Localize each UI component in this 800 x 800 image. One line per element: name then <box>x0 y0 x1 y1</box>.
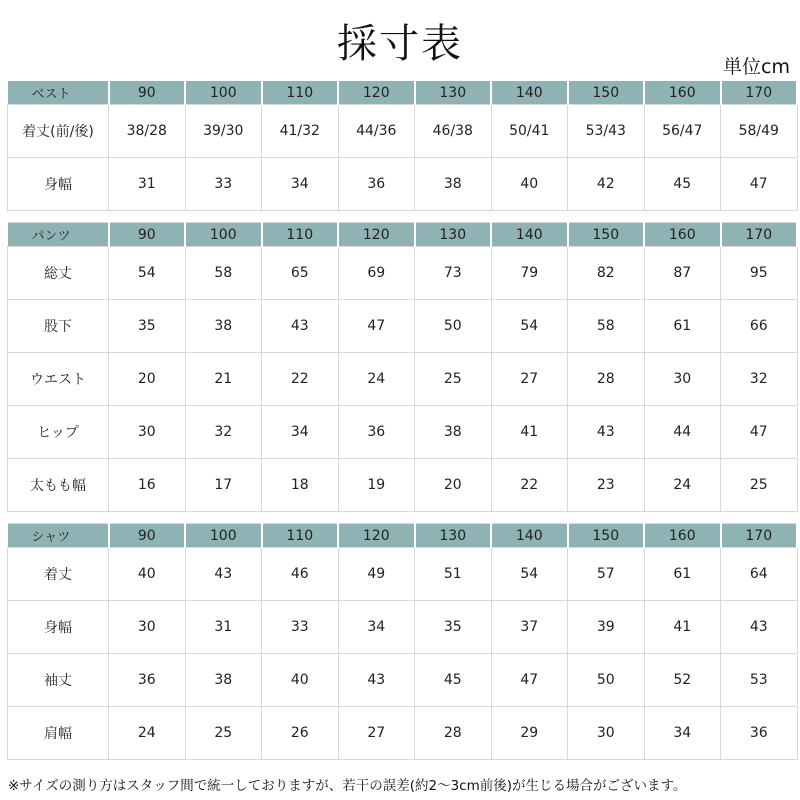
measurement-row <box>8 459 798 512</box>
measurement-value: 33 <box>262 601 339 654</box>
measurement-value: 36 <box>338 406 415 459</box>
measurement-value: 36 <box>109 654 186 707</box>
measurement-value: 20 <box>415 459 492 512</box>
measurement-value: 51 <box>415 548 492 601</box>
measurement-value: 49 <box>338 548 415 601</box>
section-spacer <box>8 211 798 223</box>
measurement-value: 69 <box>338 247 415 300</box>
size-header: 140 <box>491 223 568 247</box>
measurement-label: ウエスト <box>8 353 109 406</box>
measurement-row <box>8 300 798 353</box>
measurement-row <box>8 353 798 406</box>
measurement-value: 34 <box>262 158 339 211</box>
measurement-row <box>8 548 798 601</box>
measurement-value: 46/38 <box>415 105 492 158</box>
measurement-row <box>8 406 798 459</box>
measurement-value: 65 <box>262 247 339 300</box>
measurement-value: 38/28 <box>109 105 186 158</box>
measurement-value: 24 <box>644 459 721 512</box>
measurement-value: 61 <box>644 300 721 353</box>
measurement-label: ヒップ <box>8 406 109 459</box>
measurement-value: 43 <box>185 548 262 601</box>
size-header: 90 <box>109 223 186 247</box>
measurement-value: 54 <box>491 548 568 601</box>
measurement-label: 着丈(前/後) <box>8 105 109 158</box>
measurement-value: 23 <box>568 459 645 512</box>
measurement-value: 73 <box>415 247 492 300</box>
spacer-cell <box>8 211 798 223</box>
measurement-value: 44 <box>644 406 721 459</box>
measurement-value: 36 <box>721 707 798 760</box>
measurement-row <box>8 105 798 158</box>
measurement-value: 39/30 <box>185 105 262 158</box>
measurement-value: 46 <box>262 548 339 601</box>
spacer-cell <box>8 512 798 524</box>
measurement-note: ※サイズの測り方はスタッフ間で統一しておりますが、若干の誤差(約2～3cm前後)が生じる場合がございます。 <box>8 778 687 794</box>
measurement-value: 27 <box>491 353 568 406</box>
measurement-value: 66 <box>721 300 798 353</box>
measurement-label: 身幅 <box>8 158 109 211</box>
size-header: 120 <box>338 81 415 105</box>
size-header: 100 <box>185 223 262 247</box>
measurement-value: 41 <box>644 601 721 654</box>
measurement-value: 27 <box>338 707 415 760</box>
measurement-value: 32 <box>721 353 798 406</box>
measurement-value: 34 <box>644 707 721 760</box>
measurement-value: 42 <box>568 158 645 211</box>
measurement-value: 79 <box>491 247 568 300</box>
measurement-value: 43 <box>338 654 415 707</box>
measurement-value: 35 <box>415 601 492 654</box>
measurement-value: 25 <box>185 707 262 760</box>
measurement-value: 38 <box>415 406 492 459</box>
section-name: ベスト <box>8 81 109 105</box>
measurement-value: 58 <box>568 300 645 353</box>
measurement-label: 袖丈 <box>8 654 109 707</box>
size-header: 170 <box>721 223 798 247</box>
measurement-value: 26 <box>262 707 339 760</box>
size-header: 140 <box>491 81 568 105</box>
measurement-label: 太もも幅 <box>8 459 109 512</box>
measurement-value: 19 <box>338 459 415 512</box>
measurement-value: 47 <box>721 158 798 211</box>
size-header: 120 <box>338 223 415 247</box>
measurement-value: 47 <box>491 654 568 707</box>
measurement-row <box>8 601 798 654</box>
size-header: 100 <box>185 524 262 548</box>
measurement-value: 21 <box>185 353 262 406</box>
measurement-label: 着丈 <box>8 548 109 601</box>
measurement-value: 41/32 <box>262 105 339 158</box>
measurement-value: 31 <box>185 601 262 654</box>
measurement-value: 40 <box>109 548 186 601</box>
measurement-value: 44/36 <box>338 105 415 158</box>
measurement-value: 45 <box>415 654 492 707</box>
size-header: 100 <box>185 81 262 105</box>
measurement-value: 53 <box>721 654 798 707</box>
measurement-value: 87 <box>644 247 721 300</box>
measurement-value: 54 <box>491 300 568 353</box>
measurement-value: 18 <box>262 459 339 512</box>
measurement-value: 22 <box>262 353 339 406</box>
measurement-value: 25 <box>415 353 492 406</box>
measurement-value: 45 <box>644 158 721 211</box>
measurement-value: 57 <box>568 548 645 601</box>
size-header: 110 <box>262 524 339 548</box>
measurement-row <box>8 707 798 760</box>
measurement-row <box>8 654 798 707</box>
section-header-row <box>8 81 798 105</box>
section-header-row <box>8 524 798 548</box>
measurement-value: 61 <box>644 548 721 601</box>
size-header: 160 <box>644 524 721 548</box>
size-header: 140 <box>491 524 568 548</box>
measurement-value: 36 <box>338 158 415 211</box>
measurement-value: 58 <box>185 247 262 300</box>
measurement-value: 24 <box>338 353 415 406</box>
measurement-value: 30 <box>568 707 645 760</box>
size-chart-table <box>7 81 798 760</box>
size-header: 150 <box>568 81 645 105</box>
section-name: シャツ <box>8 524 109 548</box>
measurement-value: 30 <box>109 601 186 654</box>
measurement-value: 31 <box>109 158 186 211</box>
measurement-value: 39 <box>568 601 645 654</box>
measurement-value: 52 <box>644 654 721 707</box>
measurement-value: 43 <box>721 601 798 654</box>
measurement-value: 41 <box>491 406 568 459</box>
unit-label: 単位cm <box>723 56 790 78</box>
size-header: 130 <box>415 81 492 105</box>
size-header: 160 <box>644 223 721 247</box>
size-header: 170 <box>721 81 798 105</box>
measurement-value: 64 <box>721 548 798 601</box>
measurement-value: 47 <box>338 300 415 353</box>
size-header: 90 <box>109 524 186 548</box>
measurement-label: 股下 <box>8 300 109 353</box>
measurement-value: 34 <box>338 601 415 654</box>
measurement-value: 40 <box>491 158 568 211</box>
measurement-value: 40 <box>262 654 339 707</box>
measurement-value: 38 <box>415 158 492 211</box>
size-header: 120 <box>338 524 415 548</box>
measurement-value: 43 <box>262 300 339 353</box>
size-header: 130 <box>415 524 492 548</box>
measurement-value: 37 <box>491 601 568 654</box>
section-header-row <box>8 223 798 247</box>
measurement-value: 82 <box>568 247 645 300</box>
size-header: 110 <box>262 81 339 105</box>
measurement-label: 身幅 <box>8 601 109 654</box>
size-header: 170 <box>721 524 798 548</box>
measurement-value: 28 <box>415 707 492 760</box>
measurement-value: 47 <box>721 406 798 459</box>
measurement-value: 24 <box>109 707 186 760</box>
page-title: 採寸表 <box>337 21 463 67</box>
size-header: 160 <box>644 81 721 105</box>
measurement-value: 17 <box>185 459 262 512</box>
measurement-value: 35 <box>109 300 186 353</box>
measurement-value: 30 <box>109 406 186 459</box>
measurement-value: 50 <box>568 654 645 707</box>
measurement-value: 32 <box>185 406 262 459</box>
section-spacer <box>8 512 798 524</box>
size-header: 90 <box>109 81 186 105</box>
measurement-value: 38 <box>185 300 262 353</box>
measurement-value: 95 <box>721 247 798 300</box>
measurement-value: 38 <box>185 654 262 707</box>
measurement-label: 肩幅 <box>8 707 109 760</box>
size-header: 150 <box>568 524 645 548</box>
measurement-value: 25 <box>721 459 798 512</box>
measurement-value: 34 <box>262 406 339 459</box>
measurement-value: 54 <box>109 247 186 300</box>
measurement-value: 30 <box>644 353 721 406</box>
size-header: 110 <box>262 223 339 247</box>
section-name: パンツ <box>8 223 109 247</box>
measurement-value: 56/47 <box>644 105 721 158</box>
measurement-value: 20 <box>109 353 186 406</box>
measurement-value: 33 <box>185 158 262 211</box>
measurement-value: 50/41 <box>491 105 568 158</box>
size-header: 130 <box>415 223 492 247</box>
measurement-label: 総丈 <box>8 247 109 300</box>
measurement-row <box>8 247 798 300</box>
measurement-row <box>8 158 798 211</box>
measurement-value: 28 <box>568 353 645 406</box>
measurement-value: 29 <box>491 707 568 760</box>
measurement-value: 16 <box>109 459 186 512</box>
measurement-value: 22 <box>491 459 568 512</box>
measurement-value: 53/43 <box>568 105 645 158</box>
size-header: 150 <box>568 223 645 247</box>
measurement-value: 50 <box>415 300 492 353</box>
measurement-value: 58/49 <box>721 105 798 158</box>
measurement-value: 43 <box>568 406 645 459</box>
